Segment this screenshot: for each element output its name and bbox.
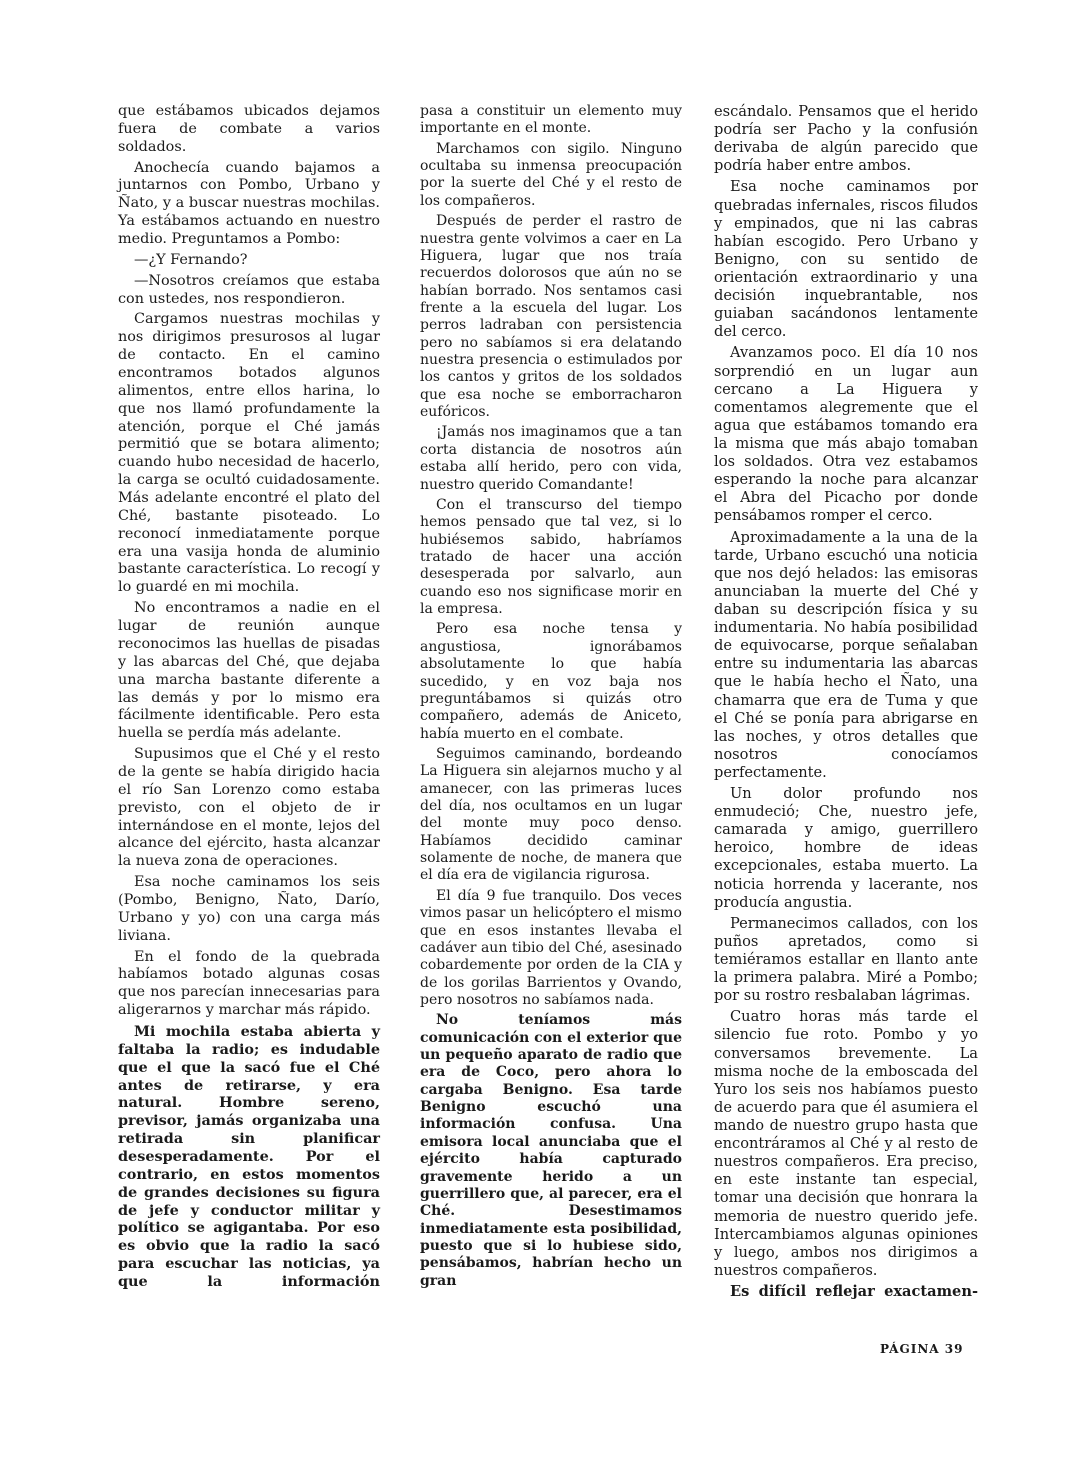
paragraph: Cuatro horas más tarde el silencio fue roto. Pombo y yo conversamos brevemente. La misma noche de la emboscada del Yuro los seis nos habíamos puesto de acuerdo para que él asumiera el mando de nuestro grupo hasta que encontráramos al Ché y al resto de nuestros compañeros. Era preciso, en este instante tan especial, tomar una decisión que honrara la memoria de nuestro querido jefe. Intercambiamos algunas opiniones y luego, ambos nos dirigimos a nuestros compañeros.	[714, 1008, 978, 1279]
paragraph: —¿Y Fernando?	[134, 251, 248, 268]
paragraph: —Nosotros creíamos que estaba con ustedes, nos respondieron.	[118, 272, 380, 307]
paragraph: Supusimos que el Ché y el resto de la gente se había dirigido hacia el río San Lorenzo como estaba previsto, con el objeto de ir internándose en el monte, lejos del alcance del ejército, hasta alcanzar la nueva zona de operaciones.	[118, 746, 380, 870]
paragraph: pasa a constituir un elemento muy importante en el monte.	[420, 103, 682, 137]
text-column-1	[118, 103, 380, 1294]
page-number: PÁGINA 39	[880, 1342, 964, 1356]
paragraph: Anochecía cuando bajamos a juntarnos con Pombo, Urbano y Ñato, y a buscar nuestras mochilas. Ya estábamos actuando en nuestro medio. Preguntamos a Pombo:	[118, 159, 380, 248]
paragraph: escándalo. Pensamos que el herido podría ser Pacho y la confusión derivaba de algún parecido que podría haber entre ambos.	[714, 103, 978, 175]
paragraph: Mi mochila estaba abierta y faltaba la radio; es indudable que el que la sacó fue el Ché antes de retirarse, y era natural. Hombre sereno, previsor, jamás organizaba una retirada sin planificar desesperadamente. Por el contrario, en estos momentos de grandes decisiones su figura de jefe y conductor militar y político se agigantaba. Por eso es obvio que la radio la sacó para escuchar las noticias, ya que la información	[118, 1022, 380, 1290]
paragraph: Seguimos caminando, bordeando La Higuera sin alejarnos mucho y al amanecer, con las primeras luces del día, nos ocultamos en un lugar del monte muy poco denso. Habíamos decidido caminar solamente de noche, de manera que el día era de vigilancia rigurosa.	[420, 745, 682, 884]
paragraph: No teníamos más comunicación con el exterior que un pequeño aparato de radio que era de Coco, pero ahora lo cargaba Benigno. Esa tarde Benigno escuchó una información confusa. Una emisora local anunciaba que el ejército había capturado gravemente herido a un guerrillero que, al parecer, era el Ché. Desestimamos inmediatamente esta posibilidad, puesto que si lo hubiese sido, pensábamos, habrían hecho un gran	[420, 1012, 682, 1289]
paragraph: Marchamos con sigilo. Ninguno ocultaba su inmensa preocupación por la suerte del Ché y el resto de los compañeros.	[420, 140, 682, 209]
paragraph: Un dolor profundo nos enmudeció; Che, nuestro jefe, camarada y amigo, guerrillero heroico, hombre de ideas excepcionales, estaba muerto. La noticia horrenda y lacerante, nos producía angustia.	[714, 785, 978, 911]
paragraph: Permanecimos callados, con los puños apretados, como si temiéramos estallar en llanto ante la primera palabra. Miré a Pombo; por su rostro resbalaban lágrimas.	[714, 914, 978, 1005]
paragraph: Aproximadamente a la una de la tarde, Urbano escuchó una noticia que nos dejó helados: las emisoras anunciaban la muerte del Ché y daban su descripción física y su indumentaria. No había posibilidad de equivocarse, porque señalaban entre su indumentaria las abarcas que le había hecho el Ñato, una chamarra que era de Tuma y que el Ché se ponía para abrigarse en las noches, y otros detalles que nosotros conocíamos perfectamente.	[714, 528, 978, 781]
paragraph: Avanzamos poco. El día 10 nos sorprendió en un lugar aun cercano a La Higuera y comentamos alegremente que el agua que estábamos tomando era la misma que más abajo tomaban los soldados. Otra vez estabamos esperando la noche para alcanzar el Abra del Picacho por donde pensábamos romper el cerco.	[714, 344, 978, 525]
paragraph: En el fondo de la quebrada habíamos botado algunas cosas que nos parecían innecesarias para aligerarnos y marchar más rápido.	[118, 948, 380, 1019]
paragraph: Es difícil reflejar exactamen-	[730, 1283, 978, 1300]
paragraph: que estábamos ubicados dejamos fuera de combate a varios soldados.	[118, 103, 380, 155]
paragraph: Después de perder el rastro de nuestra gente volvimos a caer en La Higuera, lugar que nos traía recuerdos dolorosos que aún no se habían borrado. Nos sentamos casi frente a la escuela del lugar. Los perros ladraban con persistencia pero no sabíamos si era delatando nuestra presencia o estimulados por los cantos y gritos de los soldados que esa noche se emborracharon eufóricos.	[420, 213, 682, 421]
text-column-3	[714, 103, 978, 1304]
paragraph: El día 9 fue tranquilo. Dos veces vimos pasar un helicóptero el mismo que en esos instantes llevaba el cadáver aun tibio del Ché, asesinado cobardemente por orden de la CIA y de los gorilas Barrientos y Ovando, pero nosotros no sabíamos nada.	[420, 887, 682, 1008]
paragraph: ¡Jamás nos imaginamos que a tan corta distancia de nosotros aún estaba allí herido, pero con vida, nuestro querido Comandante!	[420, 424, 682, 493]
paragraph: Pero esa noche tensa y angustiosa, ignorábamos absolutamente lo que había sucedido, y en voz baja nos preguntábamos si quizás otro compañero, además de Aniceto, había muerto en el combate.	[420, 621, 682, 742]
paragraph: Con el transcurso del tiempo hemos pensado que tal vez, si lo hubiésemos sabido, habríamos tratado de hacer una acción desesperada por salvarlo, aun cuando eso nos significase morir en la empresa.	[420, 496, 682, 618]
paragraph: Esa noche caminamos por quebradas infernales, riscos filudos y empinados, que ni las cabras habían escogido. Pero Urbano y Benigno, con su sentido de orientación extraordinario y una decisión inquebrantable, nos guiaban sacándonos lentamente del cerco.	[714, 178, 978, 341]
paragraph: Cargamos nuestras mochilas y nos dirigimos presurosos al lugar de contacto. En el camino encontramos botados algunos alimentos, entre ellos harina, lo que nos llamó profundamente la atención, porque el Ché jamás permitió que se botara alimento; cuando hubo necesidad de hacerlo, la carga se ocultó cuidadosamente. Más adelante encontré el plato del Ché, bastante pisoteado. Lo reconocí inmediatamente porque era una vasija honda de aluminio bastante característica. Lo recogí y lo guardé en mi mochila.	[118, 311, 380, 596]
text-column-2	[420, 103, 682, 1293]
paragraph: Esa noche caminamos los seis (Pombo, Benigno, Ñato, Darío, Urbano y yo) con una carga más liviana.	[118, 874, 380, 944]
paragraph: No encontramos a nadie en el lugar de reunión aunque reconocimos las huellas de pisadas y las abarcas del Ché, que dejaba una marcha bastante diferente a las demás y por lo mismo era fácilmente identificable. Pero esta huella se perdía más adelante.	[118, 600, 380, 742]
